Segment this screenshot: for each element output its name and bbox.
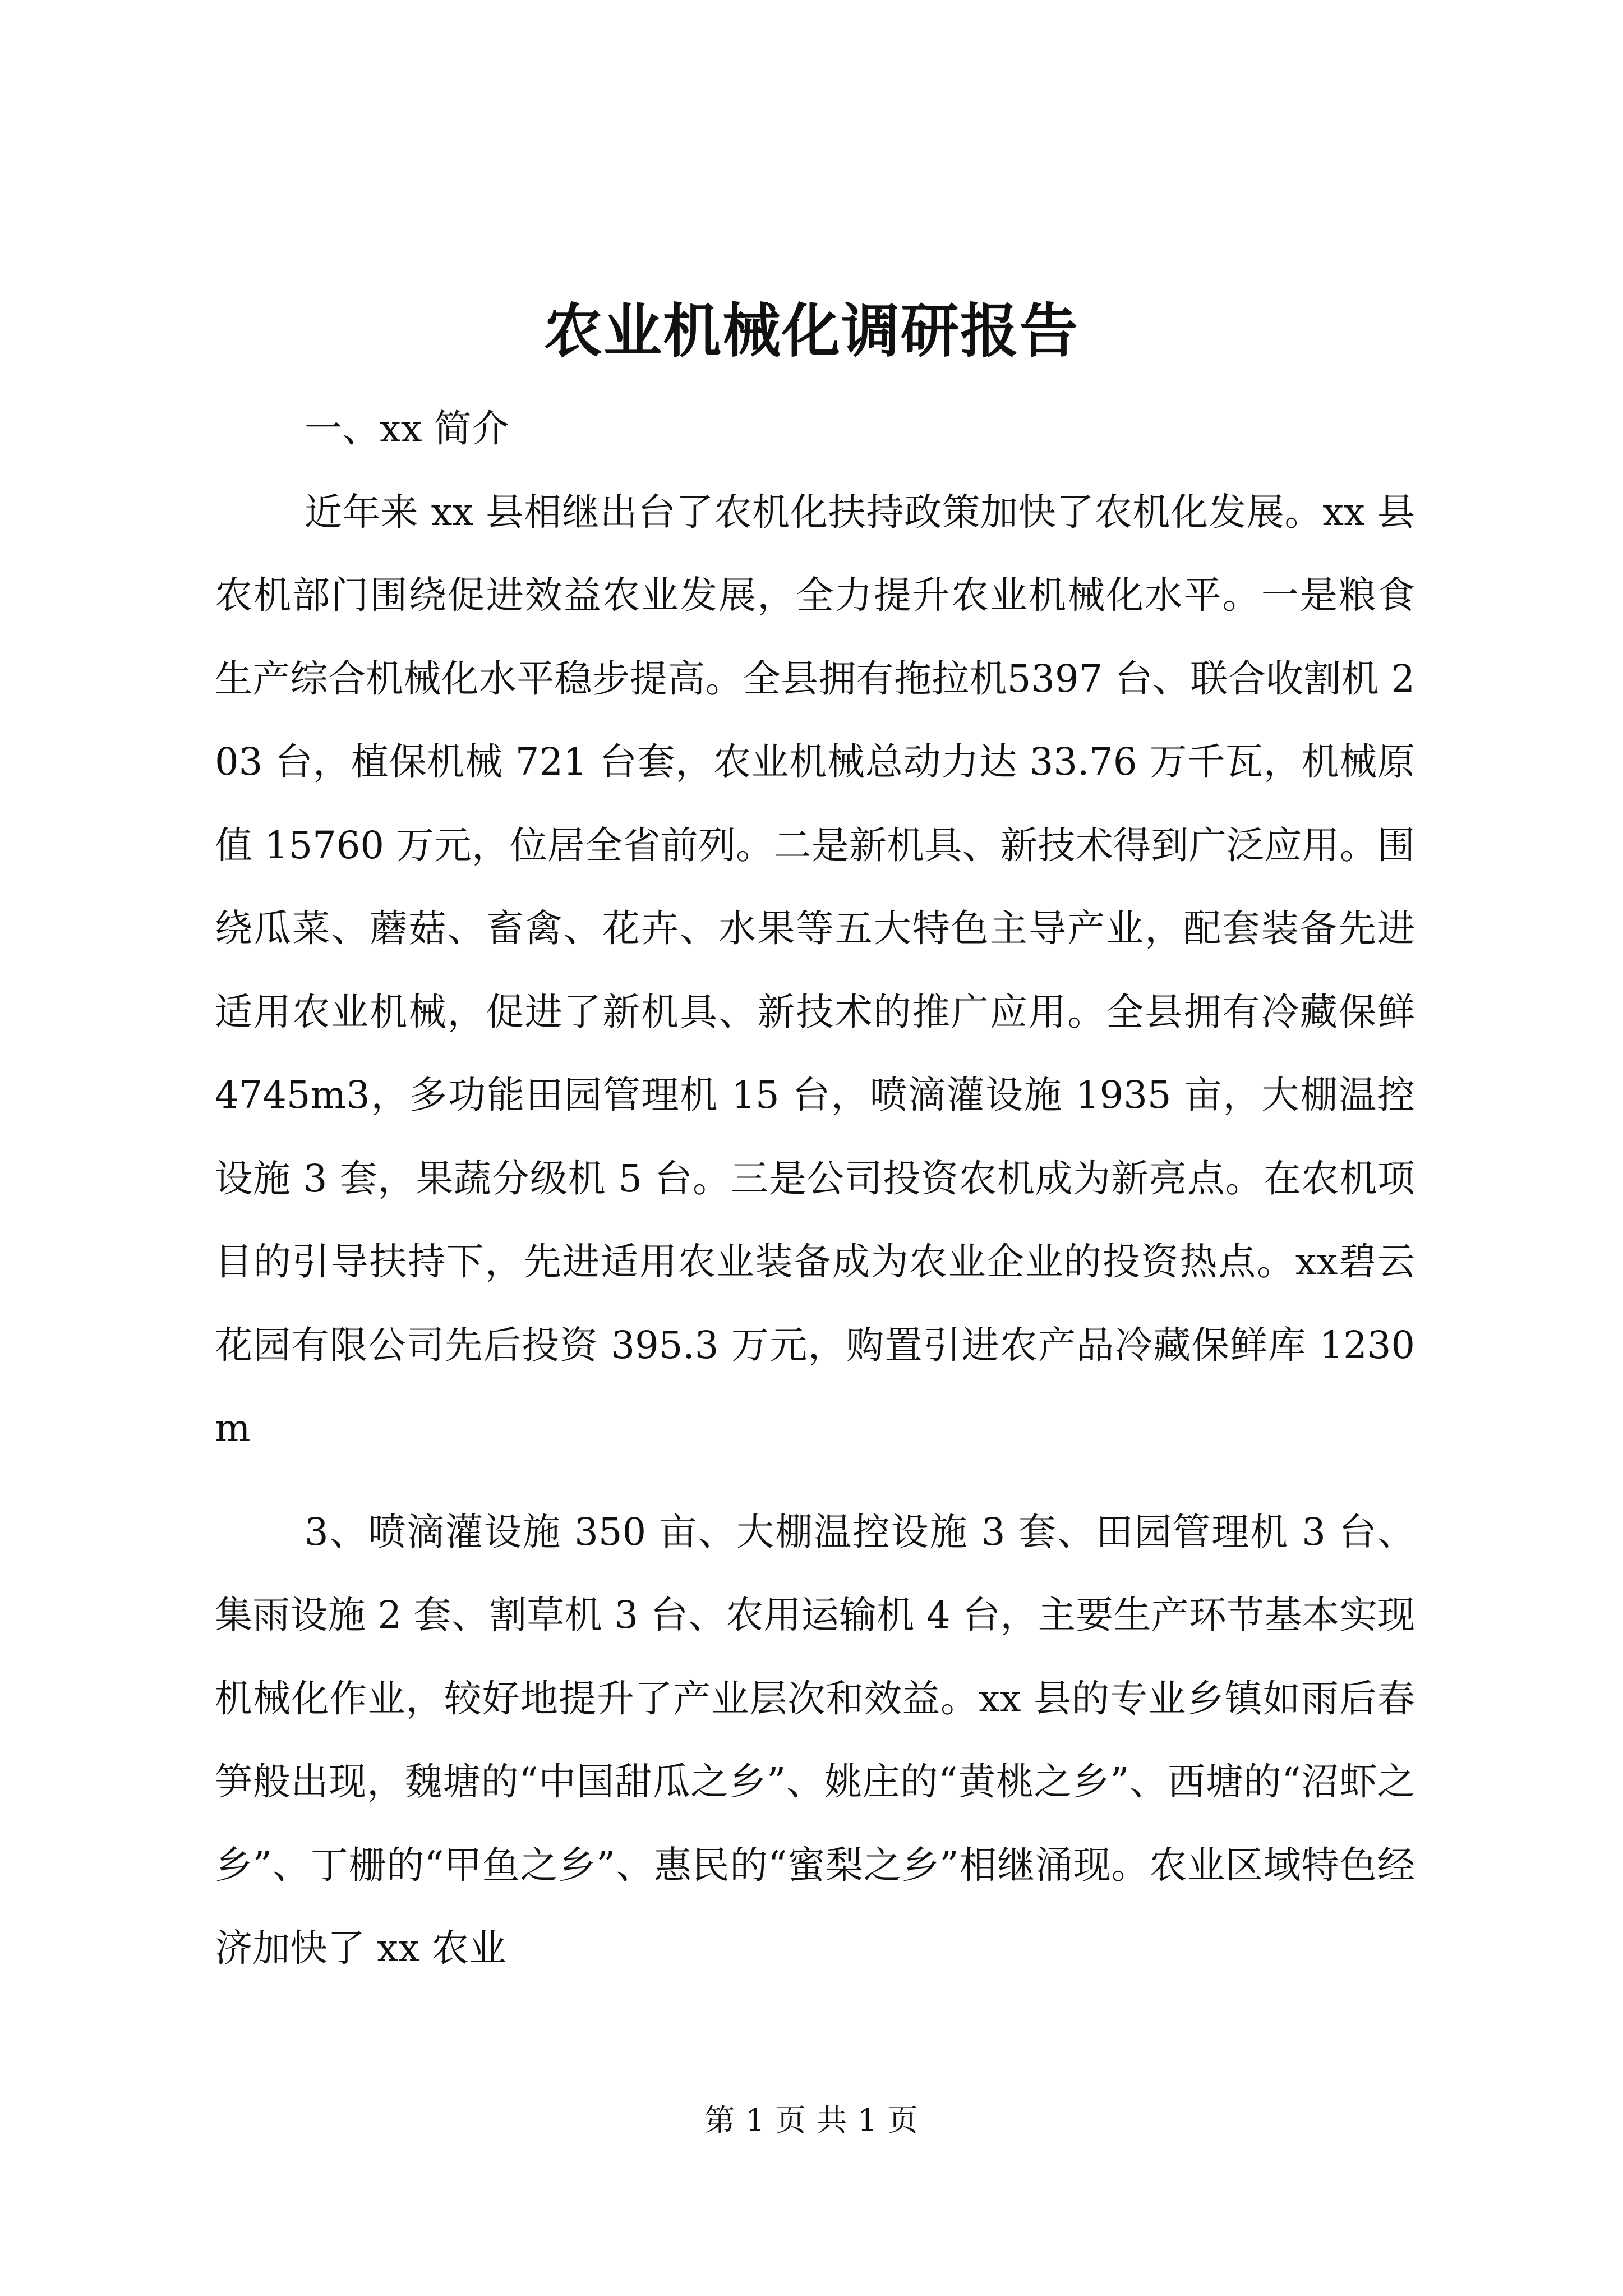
page-footer: 第 1 页 共 1 页	[704, 2102, 919, 2138]
paragraph-2: 3、喷滴灌设施 350 亩、大棚温控设施 3 套、田园管理机 3 台、集雨设施 2 套、割草机 3 台、农用运输机 4 台，主要生产环节基本实现机械化作业，较好地提升了产业层次和效益。xx 县的专业乡镇如雨后春笋般出现，魏塘的“中国甜瓜之乡”、姚庄的“黄桃之乡”、西塘的“沼虾之乡”、丁栅的“甲鱼之乡”、惠民的“蜜梨之乡”相继涌现。农业区域特色经济加快了 xx 农业	[215, 1510, 1415, 1970]
section-heading: 一、xx 简介	[305, 407, 509, 450]
document-title: 农业机械化调研报告	[543, 296, 1079, 365]
paragraph-1: 近年来 xx 县相继出台了农机化扶持政策加快了农机化发展。xx 县农机部门围绕促进效益农业发展，全力提升农业机械化水平。一是粮食生产综合机械化水平稳步提高。全县拥有拖拉机5397 台、联合收割机 203 台，植保机械 721 台套，农业机械总动力达 33.76 万千瓦，机械原值 15760 万元，位居全省前列。二是新机具、新技术得到广泛应用。围绕瓜菜、蘑菇、畜禽、花卉、水果等五大特色主导产业，配套装备先进适用农业机械，促进了新机具、新技术的推广应用。全县拥有冷藏保鲜 4745m3，多功能田园管理机 15 台，喷滴灌设施 1935 亩，大棚温控设施 3 套，果蔬分级机 5 台。三是公司投资农机成为新亮点。在农机项目的引导扶持下，先进适用农业装备成为农业企业的投资热点。xx碧云花园有限公司先后投资 395.3 万元，购置引进农产品冷藏保鲜库 1230m	[215, 490, 1415, 1450]
document-body	[215, 387, 1415, 1990]
